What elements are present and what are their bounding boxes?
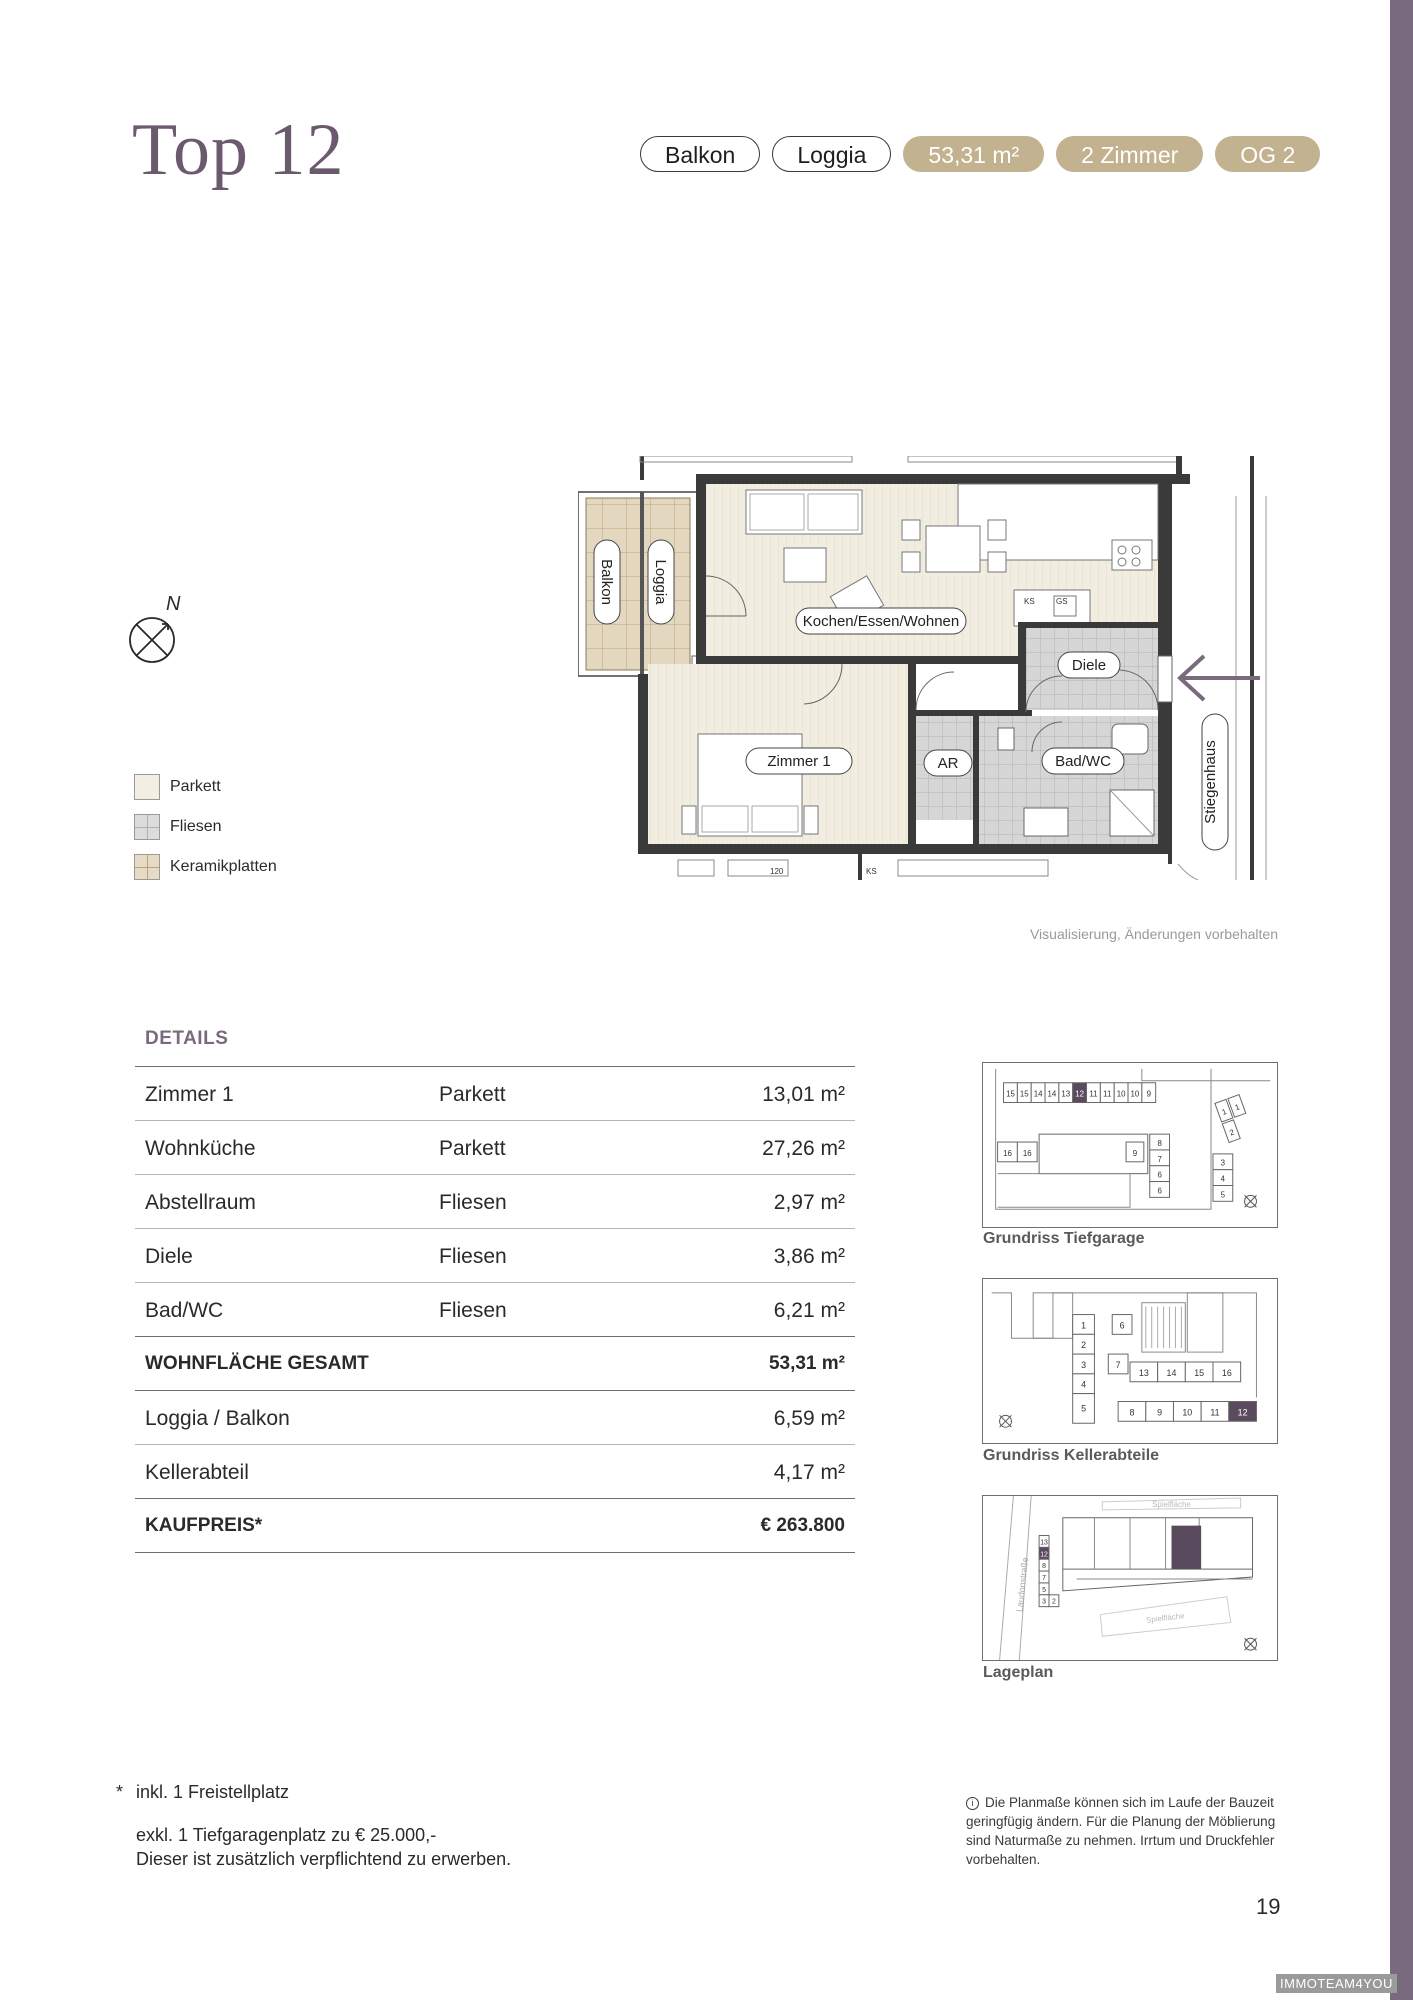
plan-label-ks: KS [1024, 597, 1035, 606]
area-cell: 27,26 m² [762, 1137, 845, 1160]
legend-item-keramik [134, 853, 277, 880]
parking-spot: 5 [1042, 1586, 1046, 1594]
garage-spot: 3 [1220, 1158, 1226, 1168]
room-label-loggia: Loggia [652, 559, 669, 605]
table-row [135, 1067, 855, 1121]
details-table [135, 1066, 855, 1553]
garage-spot: 16 [1003, 1148, 1012, 1158]
area-cell: 6,21 m² [773, 1299, 845, 1322]
fliesen-swatch [134, 814, 160, 840]
room-label-balkon: Balkon [598, 559, 615, 605]
room-label-bad: Bad/WC [1055, 753, 1111, 770]
cellar-unit: 3 [1081, 1359, 1087, 1370]
garage-spot: 9 [1146, 1089, 1151, 1099]
garage-spot: 4 [1220, 1174, 1226, 1184]
table-row [135, 1283, 855, 1337]
garage-spot: 1 [1233, 1102, 1241, 1113]
site-plan-caption: Lageplan [983, 1664, 1054, 1681]
cellar-unit: 16 [1221, 1367, 1232, 1378]
room-label-zimmer1: Zimmer 1 [767, 753, 831, 770]
north-compass-icon [128, 590, 186, 670]
disclaimer-text: Die Planmaße können sich im Laufe der Bauzeit geringfügig ändern. Für die Planung der Möblierung sind Naturmaße zu nehmen. Irrtum und Druckfehler vorbehalten. [966, 1795, 1276, 1867]
cellar-map [982, 1278, 1278, 1444]
legend-item-parkett [134, 773, 277, 800]
area-cell: 3,86 m² [773, 1245, 845, 1268]
garage-spot: 14 [1047, 1089, 1057, 1099]
info-icon: i [966, 1797, 979, 1810]
parking-spot: 3 [1042, 1598, 1046, 1606]
parkett-swatch [134, 774, 160, 800]
footnote-line-1: inkl. 1 Freistellplatz [136, 1782, 290, 1802]
tag-rooms: 2 Zimmer [1056, 136, 1203, 172]
floor-cell: Parkett [439, 1083, 506, 1106]
play-area-label: Spielfläche [1152, 1499, 1191, 1509]
legend-label: Fliesen [170, 817, 222, 835]
garage-spot: 6 [1157, 1186, 1162, 1196]
garage-map [982, 1062, 1278, 1228]
garage-spot-highlighted: 12 [1075, 1089, 1085, 1099]
page-title: Top 12 [132, 109, 345, 191]
plan-label-gs: GS [1056, 597, 1068, 606]
parking-spot: 7 [1042, 1574, 1046, 1582]
room-label-kitchen: Kochen/Essen/Wohnen [802, 613, 960, 630]
total-area-row [135, 1337, 855, 1391]
room-cell: Kellerabteil [145, 1461, 249, 1484]
entrance-arrow-icon [1180, 656, 1260, 700]
room-cell: Loggia / Balkon [145, 1407, 290, 1430]
footnote-star: * [116, 1782, 124, 1802]
garage-spot: 15 [1019, 1089, 1029, 1099]
floor-cell: Fliesen [439, 1299, 507, 1322]
floor-plan [578, 456, 1280, 880]
table-row [135, 1391, 855, 1445]
garage-spot: 7 [1157, 1154, 1162, 1164]
table-row [135, 1175, 855, 1229]
visualization-caption: Visualisierung, Änderungen vorbehalten [1029, 926, 1278, 942]
floor-cell: Fliesen [439, 1245, 507, 1268]
disclaimer [966, 1793, 1286, 1869]
cellar-unit: 2 [1081, 1340, 1087, 1351]
cellar-map-caption: Grundriss Kellerabteile [983, 1447, 1160, 1464]
total-area-value: 53,31 m² [768, 1353, 845, 1374]
room-label-stiegenhaus: Stiegenhaus [1202, 740, 1219, 824]
cellar-unit: 1 [1081, 1320, 1087, 1331]
area-cell: 6,59 m² [773, 1407, 845, 1430]
area-cell: 4,17 m² [773, 1461, 845, 1484]
compass-n-label: N [166, 593, 181, 615]
room-cell: Wohnküche [145, 1137, 256, 1160]
room-label-ar: AR [937, 755, 959, 772]
north-compass-icon [1245, 1195, 1257, 1207]
garage-spot: 5 [1220, 1190, 1226, 1200]
legend-label: Parkett [170, 777, 221, 795]
area-cell: 13,01 m² [762, 1083, 845, 1106]
room-cell: Zimmer 1 [145, 1083, 234, 1106]
legend-item-fliesen [134, 813, 277, 840]
site-plan-map [982, 1495, 1278, 1661]
garage-spot: 9 [1132, 1148, 1138, 1158]
tag-loggia: Loggia [772, 136, 891, 172]
tag-floor: OG 2 [1215, 136, 1320, 172]
table-row [135, 1445, 855, 1499]
area-cell: 2,97 m² [773, 1191, 845, 1214]
parking-spot-highlighted: 12 [1040, 1551, 1048, 1559]
price-label: KAUFPREIS* [145, 1515, 263, 1536]
table-row [135, 1229, 855, 1283]
garage-spot: 10 [1130, 1089, 1140, 1099]
price-row [135, 1499, 855, 1553]
footnote-line-2: exkl. 1 Tiefgaragenplatz zu € 25.000,- [136, 1825, 437, 1845]
floor-cell: Fliesen [439, 1191, 507, 1214]
floor-cell: Parkett [439, 1137, 506, 1160]
parking-spot: 13 [1040, 1539, 1048, 1547]
garage-spot: 2 [1228, 1127, 1236, 1138]
garage-spot: 11 [1089, 1089, 1098, 1099]
garage-spot: 10 [1116, 1089, 1126, 1099]
room-cell: Bad/WC [145, 1299, 224, 1322]
garage-spot: 11 [1103, 1089, 1112, 1099]
room-label-diele: Diele [1071, 657, 1107, 674]
cellar-unit: 14 [1166, 1367, 1177, 1378]
material-legend [134, 773, 277, 893]
total-area-label: WOHNFLÄCHE GESAMT [145, 1353, 369, 1374]
side-accent-bar [1390, 0, 1413, 2000]
garage-spot: 16 [1022, 1148, 1032, 1158]
north-compass-icon [1245, 1638, 1257, 1650]
table-row [135, 1121, 855, 1175]
garage-spot: 8 [1157, 1138, 1162, 1148]
garage-spot: 6 [1157, 1170, 1162, 1180]
garage-spot: 1 [1220, 1107, 1228, 1118]
legend-label: Keramikplatten [170, 857, 277, 875]
cellar-unit: 6 [1119, 1320, 1125, 1331]
plan-label-ks-2: KS [866, 867, 877, 876]
cellar-unit: 5 [1081, 1403, 1087, 1414]
cellar-unit: 7 [1115, 1359, 1121, 1370]
details-heading: DETAILS [145, 1028, 229, 1049]
parking-spot: 8 [1042, 1563, 1046, 1571]
cellar-unit: 11 [1210, 1407, 1220, 1418]
garage-spot: 14 [1033, 1089, 1043, 1099]
cellar-unit: 10 [1182, 1407, 1193, 1418]
north-compass-icon [1000, 1415, 1012, 1427]
room-cell: Abstellraum [145, 1191, 256, 1214]
cellar-unit: 4 [1081, 1379, 1087, 1390]
play-area-label: Spielfläche [1145, 1611, 1185, 1625]
garage-spot: 15 [1006, 1089, 1015, 1099]
price-value: € 263.800 [760, 1515, 845, 1536]
cellar-unit-highlighted: 12 [1237, 1407, 1248, 1418]
cellar-unit: 8 [1129, 1407, 1135, 1418]
cellar-unit: 15 [1194, 1367, 1205, 1378]
keramik-swatch [134, 854, 160, 880]
garage-map-caption: Grundriss Tiefgarage [983, 1230, 1145, 1247]
cellar-unit: 9 [1157, 1407, 1163, 1418]
tag-list [640, 136, 1320, 172]
apartment-highlight [1171, 1526, 1201, 1569]
page-number: 19 [1256, 1894, 1281, 1919]
parking-spot: 2 [1052, 1598, 1056, 1606]
watermark: IMMOTEAM4YOU [1276, 1974, 1397, 1993]
tag-balkon: Balkon [640, 136, 760, 172]
tag-area: 53,31 m² [903, 136, 1044, 172]
street-label: Laudonstraße [1014, 1556, 1031, 1613]
plan-label-dim: 120 [770, 867, 784, 876]
garage-spot: 13 [1061, 1089, 1071, 1099]
cellar-unit: 13 [1138, 1367, 1149, 1378]
room-cell: Diele [145, 1245, 193, 1268]
footnote-line-3: Dieser ist zusätzlich verpflichtend zu erwerben. [136, 1849, 512, 1869]
